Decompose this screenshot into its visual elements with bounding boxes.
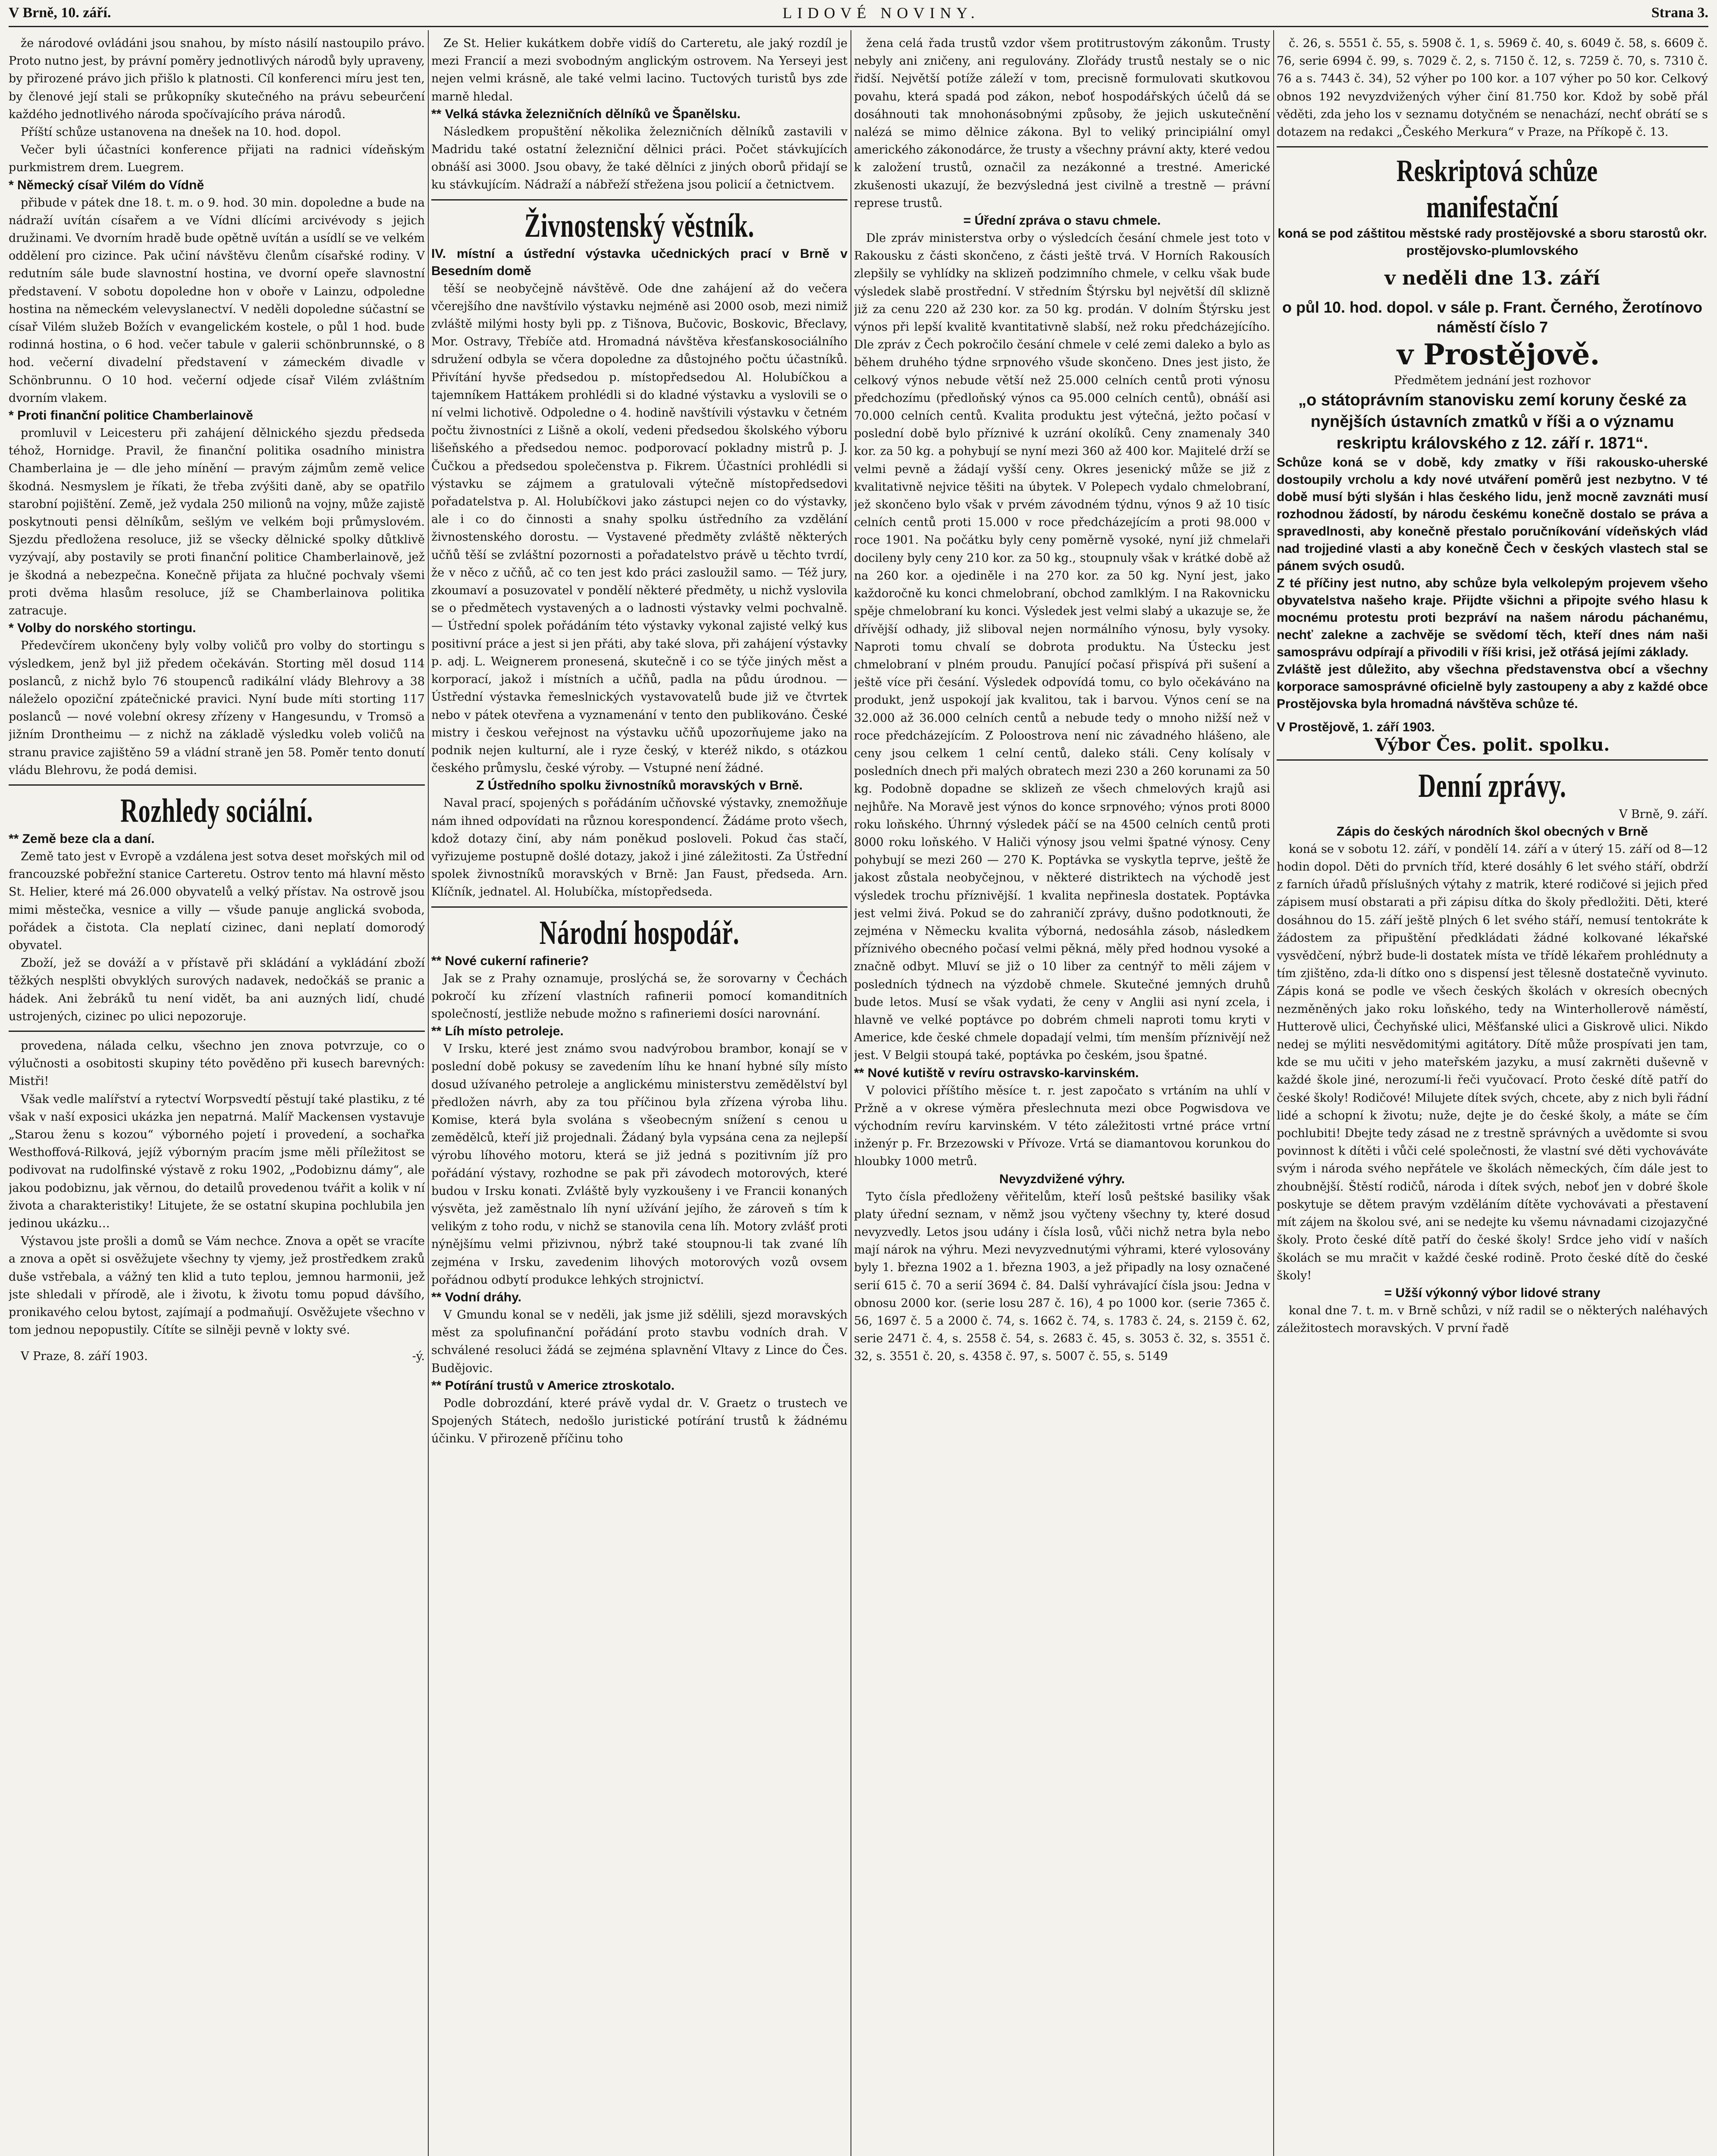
signature-place-date: V Praze, 8. září 1903. bbox=[21, 1350, 148, 1363]
article-headline: * Volby do norského stortingu. bbox=[9, 621, 196, 636]
column-rule bbox=[428, 30, 429, 2156]
article-headline: ** Velká stávka železničních dělníků ve Španělsku. bbox=[431, 107, 741, 121]
article-headline: = Užší výkonný výbor lidové strany bbox=[1384, 1285, 1601, 1300]
announcement-text: Zvláště jest důležito, aby všechna představenstva obcí a všechny korporace samosprávné oficielně byly zastoupeny a aby z každé obce Prostějovska byla hromadná návštěva schůze té. bbox=[1277, 662, 1708, 711]
announcement-city: v Prostějově. bbox=[1397, 338, 1600, 372]
masthead-title: LIDOVÉ NOVINY. bbox=[782, 4, 980, 22]
article-text: č. 26, s. 5551 č. 55, s. 5908 č. 1, s. 5969 č. 40, s. 6049 č. 58, s. 6609 č. 76, serie 6994 č. 99, s. 7029 č. 2, s. 7150 č. 12, s. 7259 č. 70, s. 7310 č. 76 a s. 7443 č. 34), 52 výher po 100 kor. a 107 výher po 50 kor. Celkový obnos 192 nevyzdvižených výher činí 81.750 kor. Kdož by sobě přál věděti, zda jeho los v seznamu dotyčném se nenachází, nechť obrátí se s dotazem na redakci „Českého Merkura“ v Praze, na Příkopě č. 13. bbox=[1277, 37, 1708, 139]
article-text: těší se neobyčejně návštěvě. Ode dne zahájení až do večera včerejšího dne navštívilo výstavku nejméně asi 2000 osob, mezi nimiž zvláště milými hosty byli pp. z Tišnova, Bučovic, Boskovic, Břeclavy, Mor. Ostravy, Třebíče atd. Hromadná návštěva křesťanskosociálního sdružení odbyla se včera dopoledne za důstojného počtu účastníků. Přivítání hyvše předsedou p. místopředsedou Al. Holubíčkou a tajemníkem Hattákem prohlédli si do kladné výstavku a vyslovili se o ní velmi lichotivě. Odpoledne o 4. hodině navštívili výstavku v četném počtu živnostníci z Lišně a okolí, vedeni předsedou školského výboru lišeňského a předsedou nemoc. podporovací pokladny mistrů p. J. Čučkou a předsedou společenstva p. Fikrem. Účastníci prohlédli si výstavku se zájmem a gratulovali výtečně místopředsedovi pořadatelstva p. Al. Holubíčkovi jako zástupci nejen co do výstavky, ale i co do činnosti a snahy spolku ústředního za vzdělání živnostenského dorostu. — Vystavené předměty zvláště některých učňů těší se zvláštní pozornosti a pořadatelstvo právě u těchto tvrdí, že v něco z učňů, ač co ten jest kdo práci zasloužil samo. — Též jury, zkoumaví a posuzovatel v pondělí některé předměty, u nichž vyslovila se o předmětech vystavených a o ladnosti výstavky velmi pochvalně. — Ústřední spolek pořádáním této výstavky vykonal zajisté velký kus positivní práce a jest si jen přáti, aby také slova, při zahájení výstavky p. adj. L. Weignerem pronesená, skutečně i co se týče jiných měst a korporací, jakož i místních a učňů, padla na půdu úrodnou. — Ústřední výstavka řemeslnických vystavovatelů bude již ve čtvrtek nebo v pátek otevřena a vyznamenání v tento den publikováno. České mistry i českou veřejnost na výstavku učňů upozorňujeme jako na podnik nejen kulturní, ale i ryze český, v kteréž nikdo, s otázkou českého průmyslu, české výroby. — Vstupné není žádné. bbox=[431, 282, 848, 775]
article-headline: IV. místní a ústřední výstavka učednických prací v Brně v Besedním domě bbox=[431, 246, 848, 278]
article-headline: * Proti finanční politice Chamberlainově bbox=[9, 408, 253, 423]
article-text: Večer byli účastníci konference přijati na radnici vídeňským purkmistrem drem. Luegrem. bbox=[9, 143, 425, 175]
announcement-text: Předmětem jednání jest rozhovor bbox=[1394, 374, 1591, 388]
article-text: že národové ovládáni jsou snahou, by místo násilí nastoupilo právo. Proto nutno jest, by právní poměry jednotlivých národů byly upraveny, by přirozené právo jich přišlo k platnosti. Cíl konferenci míru jest ten, by členové její stali se průkopníky skutečného na právu sebeurčení každého jednotlivého národa spočívajícího práva národů. bbox=[9, 37, 425, 121]
column-3 bbox=[854, 34, 1270, 2156]
article-text: Země tato jest v Evropě a vzdálena jest sotva deset mořských mil od francouzské pobřežní stanice Carteretu. Ostrov tento má hlavní město St. Helier, které má 26.000 obyvatelů a velký přístav. Na ostrově jsou mimi městečka, vesnice a villy — všude panuje anglická svoboda, pořádek a čistota. Cla neplatí cizinec, dani neplatí domorodý obyvatel. bbox=[9, 849, 425, 952]
article-text: Příští schůze ustanovena na dnešek na 10. hod. dopol. bbox=[21, 125, 341, 139]
divider bbox=[9, 784, 425, 786]
article-text: Tyto čísla předloženy věřitelům, kteří losů peštské basiliky však platy úřední seznam, v němž jsou vyčteny všechny ty, které dosud nevyzvedly. Letos jsou udány i čísla losů, vůči nichž netra byla nebo mají nárok na výhru. Mezi nevyzvednutými výhrami, které vylosovány byly 1. března 1902 a 1. března 1903, a jež připadly na losy označené serií 615 č. 70 a serií 3694 č. 84. Další vyhrávající čísla jsou: Jedna v obnosu 2000 kor. (serie losu 287 č. 16), 4 po 1000 kor. (serie 7365 č. 56, 1697 č. 5 a 2000 č. 74, s. 1662 č. 74, s. 1783 č. 24, s. 2159 č. 62, serie 2471 č. 4, s. 2558 č. 54, s. 2683 č. 45, s. 3053 č. 32, s. 3551 č. 32, s. 3551 č. 20, s. 4358 č. 97, s. 5007 č. 55, s. 5149 bbox=[854, 1190, 1270, 1363]
announcement-text: Z té příčiny jest nutno, aby schůze byla velkolepým projevem všeho obyvatelstva našeho kraje. Přijdte všichni a připojte svého hlasu k mocnému protestu proti bezpráví na našem národu páchanému, nechť zalekne a zachvěje se svědomí těch, kteří dnes nám naši samosprávu odpírají a přivodili v říši krisi, jež otřásá jejími základy. bbox=[1277, 576, 1708, 660]
section-title: Národní hospodář. bbox=[539, 913, 740, 951]
announcement-text: Schůze koná se v době, kdy zmatky v říši rakousko-uherské dostoupily vrcholu a kdy nové utváření poměrů jest nezbytno. V té době musí býti slyšán i hlas českého lidu, jenž mocně zavznáti musí rozhodnou žádostí, by národu českému konečně dostalo se práva a spravedlnosti, aby konečně přestalo poručníkování vídeňských vlád nad trojjediné vlasti a aby konečně Čech v českých vlastech stal se pánem svých osudů. bbox=[1277, 455, 1708, 573]
dateline: V Brně, 9. září. bbox=[1619, 807, 1708, 821]
announcement-title: Reskriptová schůze manifestační bbox=[1396, 154, 1598, 225]
article-text: V Irsku, které jest známo svou nadvýrobou brambor, konají se v poslední době pokusy se zavedením líhu ke hnaní hybné síly místo dosud užívaného petroleje a anglickému ministerstvu zemědělství byl předložen návrh, aby za tou příčinou byla zřízena výroba lihu. Komise, která byla svolána s všeobecným snížení s cenou u zemědělců, kteří již projednali. Žádaný byla vypsána cena za nejlepší výrobu líhového motoru, která se již jedná s pozitivním jíž pro pořádání výstavy, rozhodne se pak při závodech motorových, které budou v Irsku konati. Zvláště byly vyzkoušeny i ve Francii konaných výsvěta, jež zaměstnalo líh nyní užívání jejího, že zároveň s tím k velikým z toho rodu, v nichž se stanovila cena líh. Motory zvlášť proti nýnějšímu velmi přizivnou, nýbrž také stoupnou-li tak zvané líh zejména v Irsku, zavedenim lihových motorových vozů ovsem pořádnou odbytí produkce lehkých strojnictví. bbox=[431, 1042, 848, 1287]
article-text: žena celá řada trustů vzdor všem protitrustovým zákonům. Trusty nebyly ani zničeny, ani regulovány. Zlořády trustů nestaly se o nic řidší. Největší potíže záleží v tom, precisně formulovati skutkovou povahu, která spadá pod zákon, neboť hospodářských účelů dá se dosáhnouti tak mnohonásobnými způsoby, že jejich uskutečnění nalézá se mimo dělnice zákona. Byl to veliký principiální omyl amerického zákonodárce, že trusty a všechny právní akty, které vedou k založení trustů, označil za nezákonné a trestné. Americké zkušenosti ukazují, že bezvýsledná jest civilně a trestně — právní represe trustů. bbox=[854, 37, 1270, 210]
divider bbox=[9, 1031, 425, 1032]
signature-author: -ý. bbox=[412, 1350, 425, 1363]
article-headline: = Úřední zpráva o stavu chmele. bbox=[963, 213, 1161, 228]
announcement-time-place: o půl 10. hod. dopol. v sále p. Frant. Černého, Žerotínovo náměstí číslo 7 bbox=[1282, 298, 1703, 336]
article-text: Však vedle malířství a rytectví Worpsvedtí pěstují také plastiku, z té však v naší exposici ukázka jen nepatrná. Malíř Mackensen vystavuje „Starou ženu s kozou“ výborného pojetí i provedení, a sochařka Westhoffová-Rilková, jejíž výborným pracím jsme měli příležitost se podivovat na rudolfinské výstavě z roku 1902, „Podobiznu dámy“, ale jakou podobiznu, jak věrnou, do detailů provedenou tvářit a kolik v ní života a charakteristiky! Litujete, že se ostatní skupina pochlubila jen jedinou ukázku… bbox=[9, 1092, 425, 1230]
article-text: Jak se z Prahy oznamuje, proslýchá se, že sorovarny v Čechách pokročí ku zřízení vlastních rafinerii pomocí komanditních společností, jestliže nebude možno s rafineriemi dosíci narovnání. bbox=[431, 971, 848, 1021]
article-text: promluvil v Leicesteru při zahájení dělnického sjezdu předseda téhož, Hornidge. Pravil, že finanční politika osadního ministra Chamberlaina je — dle jeho mínění — pravým zájmům země velice škodná. Nesmyslem je říkati, že třeba zvýšiti daně, aby se opatřilo starobní pojištění. Země, jež vydala 250 milionů na vojny, může zajistě poskytnouti pensi dělníkům, sešlým ve velkém boji průmyslovém. Sjezdu předložena resoluce, již se všecky dělnické spolky důtklivě vyzývají, aby postavily se proti finanční politice Chamberlainově, jež je škodná a nebezpečna. Konečně přijata za hlučné pochvaly všemi proti dvěma hlasům resoluce, jíž se Chamberlainova politika zatracuje. bbox=[9, 426, 425, 618]
article-text: Dle zpráv ministerstva orby o výsledcích česání chmele jest toto v Rakousku z části skončeno, z části ještě trvá. V Horních Rakousích zlepšily se vyhlídky na sklizeň podzimního chmele, v celku však bude výsledek slabě prostřední. V středním Štýrsku byl největší díl sklizně již za cenu 220 až 230 kor. za 50 kg. prodán. V dolním Štýrsku jest výnos při lepší kvalitě kvantitativně slabší, než roku předcházejícího. Dle zpráv z Čech pokročilo česání chmele v celé zemi daleko a bylo as během druhého týdne srpnového všude skončeno. Dnes jest jisto, že celkový výnos nebude větší než 25.000 celních centů proti výnosu předchozímu (předloňský výnos ca 95.000 celních centů), obnáší asi 70.000 celních centů. Kvalita produktu jest výtečná, ježto počasí v poslední době bylo příznivé k uzrání okolíků. Ceny znamenaly 340 kor. za 50 kg. a pohybují se nyní mezi 360 až 400 kor. Majitelé drží se velmi pevně a žádají vyšší ceny. Okres jesenický může se již z kvalitativně nejvice těšiti na úbytek. V Polepech vydalo chmelobraní, jež skončeno bylo však v prvém závodném týdnu, výnos 9 až 10 tisíc celních centů proti 15.000 v roce předcházejícím a proti 98.000 v roce 1901. Na počátku byly ceny poměrně vysoké, nyní již chmelaři docileny byly ceny 210 kor. za 50 kg., stoupnuly však v krátké době až na 260 kor. a ojediněle i na 270 kor. za 50 kg. Nyní jest, jako každoročně ku konci chmelobraní, obchod zamlklým. I na Rakovnicku spěje chmelobraní ku konci. Výsledek jest velmi slabý a ukazuje se, že dřívější odhady, již sliboval nejen normálního výnosu, byly vysoky. Naproti tomu chvalí se dobrota produktu. Na Ústecku jest chmelobraní v plném proudu. Panující počasí přispívá při sušení a ještě více při česání. Výsledek odpovídá tomu, co bylo očekáváno na produkt, jenž uspokojí jak kvalitou, tak i barvou. Výnos cení se na 32.000 až 36.000 celních centů a nebude tedy o mnoho nižší než v roce předcházejícím. Z Poloostrova není nic závadného hlášeno, ale ceny jsou celkem 1 celní centů, daleko stáli. Ceny kolísaly v posledních dnech při malých obratech mezi 230 a 260 korunami za 50 kg. Podobně dopadne se sklizeň ze všech chmelových krajů asi nejhůře. Na Moravě jest výnos do konce srpnového; výnos proti 8000 roku loňského. Úhrnný výsledek páčí se na 4500 celních centů proti 8000 roku loňského. V Haliči výnosy jsou velmi špatné výnosy. Ceny pohybují se mezi 260 — 270 K. Poptávka se vyskytla teprve, ještě že jakost zůstala neobyčejnou, v některé distriktech na východě jest výsledek trochu příznivější. 1 kvalita nepřinesla dostatek. Poptávka jest velmi živá. Pokud se do zahraničí zprávy, dušno podotknouti, že zejména v Německu kvalita výborná, nedosáhla zásob, následkem příznivého obecného počasí velmi pěkná, měly před hodnou vysoké a značně odbyt. Mluví se již o 10 liber za centnýř to měli zájem v posledních týdnech na výzdobě chmele. Skutečné jemných druhů bude letos. Musí se však vydati, že ceny v Anglii asi nyní zcela, i hlavně ve velké poptávce po dobrém chmeli naproti tomu kryti v Americe, kde české chmele dopadají velmi, tím menším příznivějí než jest. V Belgii stoupá také, poptávka po českém, jsou špatné. bbox=[854, 232, 1270, 1062]
column-rule bbox=[1273, 30, 1274, 2156]
column-4 bbox=[1277, 34, 1708, 2156]
article-headline: * Německý císař Vilém do Vídně bbox=[9, 178, 204, 192]
divider bbox=[431, 906, 848, 908]
column-2 bbox=[431, 34, 848, 2156]
divider bbox=[431, 199, 848, 201]
article-text: Následkem propuštění několika železničních dělníků zastavili v Madridu také ostatní železniční dělnici práci. Počet stávkujících obnáší asi 3000. Jsou obavy, že také dělníci z jiných oborů přidají se ku stávkujícím. Nádraží a nábřeží střežena jsou policií a četnictvem. bbox=[431, 125, 848, 192]
header-date: V Brně, 10. září. bbox=[9, 5, 111, 21]
section-title: Denní zprávy. bbox=[1418, 766, 1566, 804]
article-headline: Z Ústředního spolku živnostníků moravských v Brně. bbox=[476, 778, 803, 793]
article-headline: ** Země beze cla a daní. bbox=[9, 831, 155, 846]
article-headline: ** Líh místo petroleje. bbox=[431, 1024, 564, 1039]
article-text: Zboží, jež se dováží a v přístavě při skládání a vykládání zboží těžkých nesplšti obvyklých surových nadavek, nedočkáš se pranic a hádek. Ani žebráků tu není vidět, ba ani auzných lidí, chudé ustrojených, cizinec po ulici nepozoruje. bbox=[9, 956, 425, 1023]
article-headline: ** Nové cukerní rafinerie? bbox=[431, 953, 589, 968]
article-headline: Zápis do českých národních škol obecných v Brně bbox=[1337, 824, 1648, 839]
article-text: Naval prací, spojených s pořádáním učňovské výstavky, znemožňuje nám ihned odpovídati na různou korespondencí. Žádáme proto všech, kdož dotazy činí, aby nám poněkud posloveli. Pokud čas stačí, vyřizujeme postupně došlé dotazy, jakož i jiné záležitosti. Za Ústřední spolek živnostníků moravských v Brně: Jan Faust, předseda. Arn. Klíčník, jednatel. Al. Holubíčka, místopředseda. bbox=[431, 796, 848, 899]
announcement-signature: Výbor Čes. polit. spolku. bbox=[1375, 735, 1610, 755]
article-text: koná se v sobotu 12. září, v pondělí 14. září a v úterý 15. září od 8—12 hodin dopol. Děti do prvních tříd, které dosáhly 6 let svého stáří, obdrží z farních úřadů příslušných výtahy z matrik, které rodičové si jejich před zápisem musí obstarati a při zápisu dítka do školy předložiti. Děti, které dosáhnou do 15. září ještě plných 6 let svého stáří, nemusí tentokráte k žádostem za připuštění předkládati žádné kolkované lékařské vysvědčení, nýbrž bude-li dostatek místa ve třídě lékařem prohlédnuty a tím zjištěno, zda-li dítko ono s dispensí jest tělesně dostatečně vyvinuto. Zápis koná se podle ve všech českých školách v okresích obecných nezměněných jako roku loňského, tedy na Winterhollerově náměstí, Hutterově ulici, Čechyňské ulici, Měšťanské ulici a Giskrově ulici. Nikdo nedej se mýliti nesvědomitými agitátory. Dítě může prospívati jen tam, kde se mu učiti v jeho mateřském jazyku, a musí zakrněti duševně v každé škole jiné, nerozumí-li řeči vyučovací. Proto české dítě patří do české školy! Rodičové! Milujete dítek svých, chcete, aby z nich byli řádní lidé a schopní k životu; nuže, dejte je do české školy, a máte se čím pochlubiti! Dbejte tedy zásad ne z trestně správných a uvědomte si svou povinnost k dítěti i vůči celé společnosti, že vlastní své děti vychováváte svým i národa svého nepřátele ve školách německých, čím dále jest to zhoubnější. Štěstí rodičů, národa i dítek svých, neboť jen v dobré škole poskytuje se dětem pravým vzděláním dítěte vychovávati a přestavení mít zájem na školou své, ani se nedejte ku všemu návnadami cizojazyčné školy. Proto české dítě patří do české školy! Srdce jeho vidí v naších školách se mu mračit v každé české rodině. Proto české dítě do české školy! bbox=[1277, 842, 1708, 1282]
section-title: Živnostenský věstník. bbox=[524, 206, 755, 244]
page-number: Strana 3. bbox=[1651, 5, 1708, 21]
article-text: Předevčírem ukončeny byly volby voličů pro volby do stortingu s výsledkem, jenž byl již předem očekáván. Storting měl dosud 114 poslanců, z nichž bylo 76 stoupenců radikální vlády Blehrovy a 38 náleželo opoziční zpátečnické pravici. Nyní bude míti storting 117 poslanců — nové volební okresy zřízeny v Hangesundu, v Tromsö a jižním Drontheimu — z nichž na základě výsledku voleb voličů na stranu pravice zajištěno 59 a vládní straně jen 58. Poměr tento donutí vládu Blehrovu, že podá demisi. bbox=[9, 639, 425, 777]
article-text: provedena, nálada celku, všechno jen znova potvrzuje, co o výlučnosti a osobitosti skupiny této pověděno při kusech barevných: Mistři! bbox=[9, 1039, 425, 1088]
signature-line bbox=[9, 1348, 425, 1365]
column-1 bbox=[9, 34, 425, 2156]
article-text: Podle dobrozdání, které právě vydal dr. V. Graetz o trustech ve Spojených Státech, nedošlo juristické potírání trustů k žádnému účinku. V přirozeně příčinu toho bbox=[431, 1396, 848, 1446]
announcement-text: koná se pod záštitou městské rady prostějovské a sboru starostů okr. prostějovsko-plumlovského bbox=[1278, 226, 1707, 258]
article-headline: Nevyzdvižené výhry. bbox=[999, 1172, 1125, 1186]
article-text: V polovici příštího měsíce t. r. jest započato s vrtáním na uhlí v Pržně a v okrese výměra přeslechnuta mezi obce Pogwisdova ve východním revíru karvinském. V této záležitosti vrtné práce vrtní inženýr p. Fr. Brzezowski v Přívoze. Vrtá se diamantovou korunkou do hloubky 1000 metrů. bbox=[854, 1084, 1270, 1169]
article-text: přibude v pátek dne 18. t. m. o 9. hod. 30 min. dopoledne a bude na nádraží uvítán císařem a ve Vídni dlícími arcivévody s jejich družinami. Ve dvorním hradě bude opětně uvítán a usídlí se ve velkém oddělení pro cizince. Pak učiní návštěvu členům císařské rodiny. V redutním sále bude slavnostní hostina, ve dvorní opeře slavnostní představení. V sobotu dopoledne hon v oboře v Lainzu, odpoledne hostina na německém velevyslanectví. V neděli dopoledne súčastní se císař Vilém služeb Božích v evangelickém kostele, o půl 1 hod. bude rodinná hostina, o 6 hod. večer tabule v galerii schönbrunnské, o 8 hod. večerní divadelní představení v zámeckém divadle v Schönbrunnu. O 10 hod. večerní odjede císař Vilém zvláštním dvorním vlakem. bbox=[9, 196, 425, 405]
announcement-date: v neděli dne 13. září bbox=[1384, 267, 1600, 290]
announcement-topic: „o státoprávním stanovisku zemí koruny české za nynějších ústavních zmatků v říši a o významu reskriptu královského z 12. září r. 1871“. bbox=[1298, 391, 1686, 453]
article-text: Ze St. Helier kukátkem dobře vidíš do Carteretu, ale jaký rozdíl je mezi Francií a mezi svobodným anglickým ostrovem. Na Yerseyi jest nejen velmi krásně, ale také velmi lacino. Tuctových turistů bys zde marně hledal. bbox=[431, 37, 848, 103]
article-text: konal dne 7. t. m. v Brně schůzi, v níž radil se o některých naléhavých záležitostech moravských. V první řadě bbox=[1277, 1304, 1708, 1335]
article-headline: ** Nové kutiště v revíru ostravsko-karvinském. bbox=[854, 1065, 1139, 1080]
page-header bbox=[9, 0, 1708, 27]
section-title: Rozhledy sociální. bbox=[120, 791, 313, 829]
divider bbox=[1277, 146, 1708, 147]
announcement-place-date: V Prostějově, 1. září 1903. bbox=[1277, 720, 1435, 735]
article-headline: ** Vodní dráhy. bbox=[431, 1290, 521, 1304]
divider bbox=[1277, 759, 1708, 761]
article-text: Výstavou jste prošli a domů se Vám nechce. Znova a opět se vracíte a znova a opět si osvěžujete všechny ty vjemy, jež prostředkem zraků duše vstřebala, a vážný ten klid a tuto teplou, jemnou harmonii, jež jste shledali v přírodě, ale i životu, k životu tomu popud dávšího, pronikavého celou bytost, zajímají a podmaňují. Osvěžujete všechno v tom jednou nepopustily. Cítíte se silněji pevně v lokty své. bbox=[9, 1235, 425, 1337]
article-headline: ** Potírání trustů v Americe ztroskotalo. bbox=[431, 1378, 675, 1393]
article-text: V Gmundu konal se v neděli, jak jsme již sdělili, sjezd moravských měst za spolufinanční pořádání proto stavbu vodních drah. V schválené resoluci žádá se zejména splavnění Vltavy z Lince do Čes. Budějovic. bbox=[431, 1308, 848, 1375]
